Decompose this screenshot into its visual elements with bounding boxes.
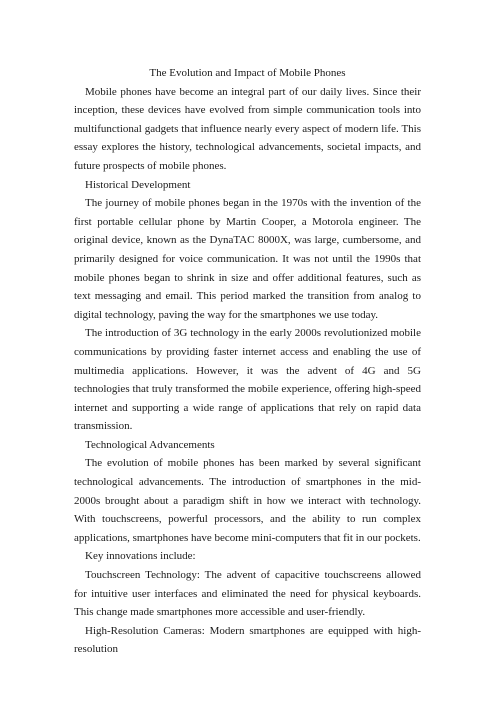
key-innovations-heading: Key innovations include: <box>85 550 196 563</box>
document-page <box>74 64 421 659</box>
history-paragraph-1: The journey of mobile phones began in the 1970s with the invention of the first portable cellular phone by Martin Cooper, a Motorola engineer. The original device, known as the DynaTAC 8000X, was large, cumbersome, and primarily designed for voice communication. It was not until the 1990s that mobile phones began to shrink in size and offer additional features, such as text messaging and email. This period marked the transition from analog to digital technology, paving the way for the smartphones we use today. <box>74 197 421 321</box>
intro-paragraph: Mobile phones have become an integral part of our daily lives. Since their inception, these devices have evolved from simple communication tools into multifunctional gadgets that influence nearly every aspect of modern life. This essay explores the history, technological advancements, societal impacts, and future prospects of mobile phones. <box>74 85 421 172</box>
cameras-paragraph: High-Resolution Cameras: Modern smartphones are equipped with high-resolution <box>74 624 421 656</box>
touchscreen-paragraph: Touchscreen Technology: The advent of capacitive touchscreens allowed for intuitive user interfaces and eliminated the need for physical keyboards. This change made smartphones more accessible and user-friendly. <box>74 569 421 619</box>
history-paragraph-2: The introduction of 3G technology in the early 2000s revolutionized mobile communications by providing faster internet access and enabling the use of multimedia applications. However, it was the advent of 4G and 5G technologies that truly transformed the mobile experience, offering high-speed internet and supporting a wide range of applications that rely on rapid data transmission. <box>74 327 421 433</box>
section-heading-technological: Technological Advancements <box>85 438 215 451</box>
section-heading-historical: Historical Development <box>85 178 191 191</box>
document-title: The Evolution and Impact of Mobile Phones <box>149 67 346 79</box>
technology-paragraph: The evolution of mobile phones has been marked by several significant technological advancements. The introduction of smartphones in the mid-2000s brought about a paradigm shift in how we interact with technology. With touchscreens, powerful processors, and the ability to run complex applications, smartphones have become mini-computers that fit in our pockets. <box>74 457 421 544</box>
